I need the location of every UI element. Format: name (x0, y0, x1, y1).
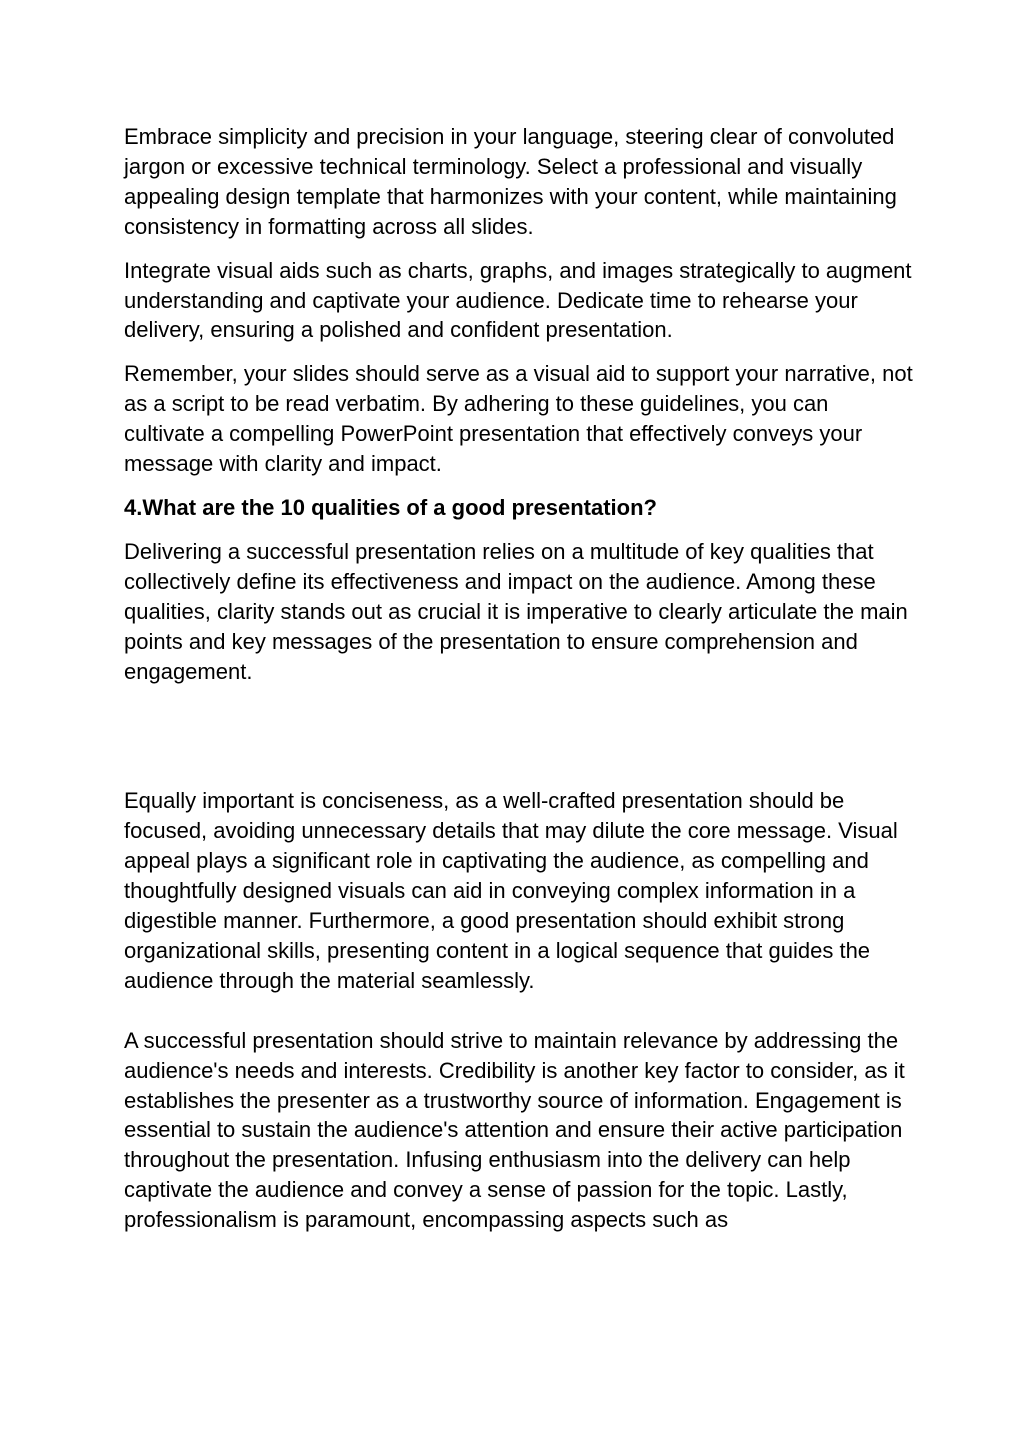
paragraph-simplicity: Embrace simplicity and precision in your language, steering clear of convoluted jargon or excessive technical terminology. Select a professional and visually appealing design template that harmonizes with your content, while maintaining consistency in formatting across all slides. (124, 124, 897, 239)
paragraph-delivering: Delivering a successful presentation relies on a multitude of key qualities that collectively define its effectiveness and impact on the audience. Among these qualities, clarity stands out as crucial it is imperative to clearly articulate the main points and key messages of the presentation to ensure comprehension and engagement. (124, 538, 908, 684)
paragraph-relevance: A successful presentation should strive to maintain relevance by addressing the audience's needs and interests. Credibility is another key factor to consider, as it establishes the presenter as a trustworthy source of information. Engagement is essential to sustain the audience's attention and ensure their active participation throughout the presentation. Infusing enthusiasm into the delivery can help captivate the audience and convey a sense of passion for the topic. Lastly, professionalism is paramount, encompassing aspects such as (124, 1027, 905, 1233)
section-heading: 4.What are the 10 qualities of a good presentation? (124, 494, 657, 520)
paragraph-conciseness: Equally important is conciseness, as a well-crafted presentation should be focused, avoiding unnecessary details that may dilute the core message. Visual appeal plays a significant role in captivating the audience, as compelling and thoughtfully designed visuals can aid in conveying complex information in a digestible manner. Furthermore, a good presentation should exhibit strong organizational skills, presenting content in a logical sequence that guides the audience through the material seamlessly. (124, 788, 898, 993)
paragraph-visual-aids: Integrate visual aids such as charts, graphs, and images strategically to augment understanding and captivate your audience. Dedicate time to rehearse your delivery, ensuring a polished and confident presentation. (124, 257, 912, 343)
paragraph-remember: Remember, your slides should serve as a visual aid to support your narrative, not as a script to be read verbatim. By adhering to these guidelines, you can cultivate a compelling PowerPoint presentation that effectively conveys your message with clarity and impact. (124, 361, 913, 477)
document-page (124, 122, 914, 1235)
blank-gap (124, 686, 914, 786)
